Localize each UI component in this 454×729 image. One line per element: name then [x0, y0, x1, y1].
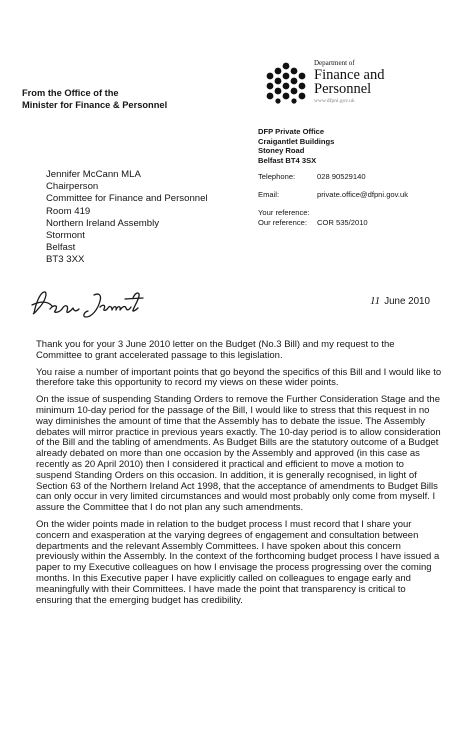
- email-value: private.office@dfpni.gov.uk: [317, 190, 409, 199]
- contact-details: [258, 172, 408, 228]
- our-reference-row: [258, 218, 408, 228]
- logo-url: www.dfpni.gov.uk: [314, 98, 355, 104]
- recipient-line: Stormont: [46, 230, 85, 242]
- recipient-line: Belfast: [46, 242, 76, 254]
- telephone-label: Telephone:: [258, 172, 296, 181]
- body-paragraph: Thank you for your 3 June 2010 letter on the Budget (No.3 Bill) and my request to the Committee to grant accelerated passage to this legislation.: [36, 339, 395, 361]
- dfp-logo-icon: [262, 62, 310, 104]
- logo-name-line-1: Finance and: [314, 67, 385, 83]
- telephone-row: [258, 172, 408, 182]
- telephone-value: 028 90529140: [317, 172, 366, 181]
- logo-name-line-2: Personnel: [314, 81, 372, 97]
- office-line: Stoney Road: [258, 146, 305, 155]
- body-paragraph: On the wider points made in relation to the budget process I must record that I share your concern and exasperation at the varying degrees of engagement and consultation between departments and the relevant Assembly Committees. I have spoken about this concern previously within the Assembly. In the context of the forthcoming budget process I have issued a paper to my Executive colleagues on how I envisage the process progressing over the coming months. In this Executive paper I have explicitly called on colleagues to engage early and meaningfully with their Committees. I have made the point that transparency is critical to ensuring that the emerging budget has credibility.: [36, 518, 440, 606]
- letter-body: [36, 340, 442, 612]
- your-reference-row: [258, 208, 408, 218]
- office-line: Craigantlet Buildings: [258, 136, 335, 146]
- body-paragraph: You raise a number of important points that go beyond the specifics of this Bill and I would like to therefore take this opportunity to record my views on these wider points.: [36, 366, 442, 389]
- office-line: DFP Private Office: [258, 127, 325, 136]
- date-month-year: June 2010: [384, 296, 430, 307]
- office-address: [258, 127, 334, 165]
- recipient-line: BT3 3XX: [46, 254, 85, 266]
- body-paragraph: On the issue of suspending Standing Orders to remove the Further Consideration Stage and the minimum 10-day period for the passage of the Bill, I would like to stress that this request in no way diminishes the amount of time that the Assembly has to debate the issue. The Assembly debates will mirror practice in previous years exactly. The 10-day period is to allow consideration of the Bill and the tabling of amendments. As Budget Bills are the statutory outcome of a Budget already debated on more than one occasion by the Assembly and approved (in this case as recently as 20 April 2010) then I considered it practical and efficient to move a motion to suspend Standing Orders on this occasion. In addition, it is generally recognised, in light of Section 63 of the Northern Ireland Act 1998, that the acceptance of amendments to Budget Bills can only occur in very limited circumstances and would most probably only come from myself. I assure the Committee that I do not plan any such amendments.: [36, 394, 441, 514]
- date-day: 11: [370, 295, 381, 307]
- recipient-line: Chairperson: [46, 181, 99, 193]
- logo-wordmark: [314, 59, 384, 105]
- recipient-address: [46, 169, 208, 267]
- from-block: [22, 87, 167, 111]
- recipient-line: Jennifer McCann MLA: [46, 169, 141, 180]
- recipient-line: Room 419: [46, 205, 91, 217]
- letter-date: [370, 295, 430, 307]
- office-line: Belfast BT4 3SX: [258, 155, 317, 165]
- from-line-1: From the Office of the: [22, 88, 119, 98]
- your-reference-label: Your reference:: [258, 208, 310, 217]
- recipient-line: Northern Ireland Assembly: [46, 217, 160, 229]
- our-reference-label: Our reference:: [258, 218, 307, 227]
- handwritten-salutation: [28, 287, 148, 323]
- logo-dept-line: Department of: [314, 59, 355, 67]
- email-label: Email:: [258, 190, 280, 199]
- email-row: [258, 190, 408, 200]
- from-line-2: Minister for Finance & Personnel: [22, 100, 168, 110]
- our-reference-value: COR 535/2010: [317, 218, 368, 227]
- recipient-line: Committee for Finance and Personnel: [46, 193, 208, 205]
